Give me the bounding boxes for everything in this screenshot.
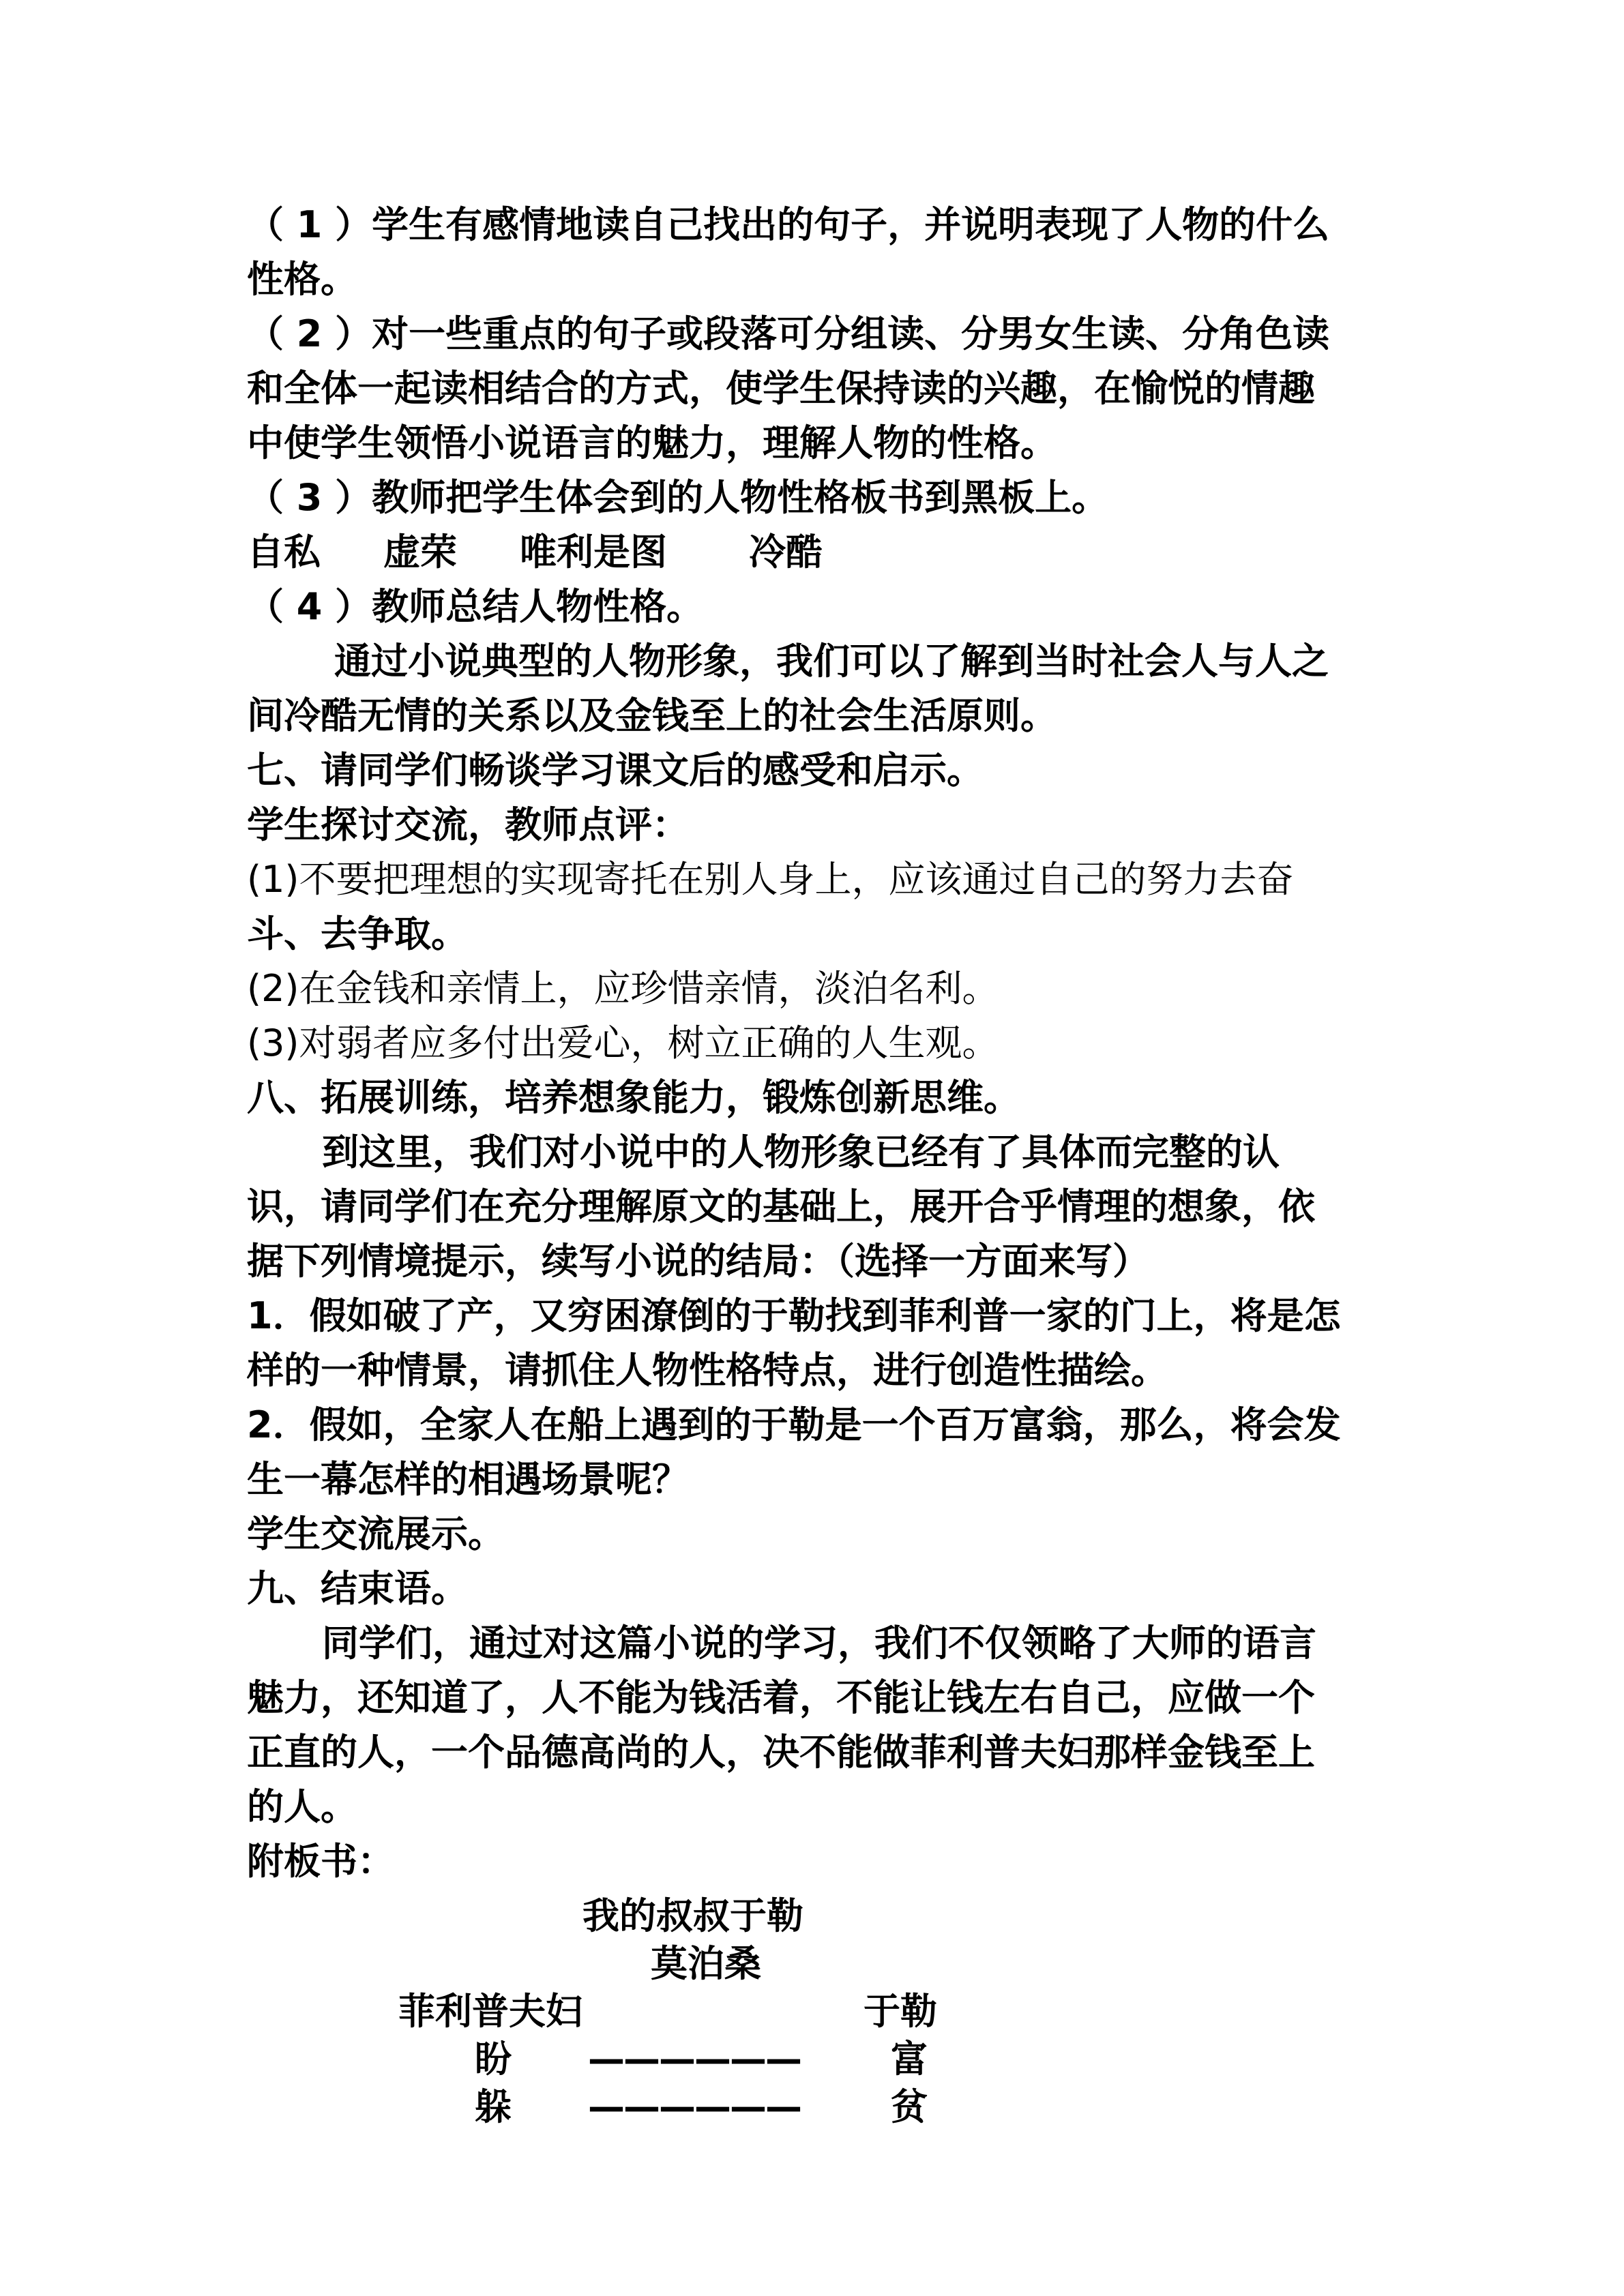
traits-line xyxy=(247,525,1379,580)
board-row2-right: 贫 xyxy=(891,2085,928,2128)
board-left-head: 菲利普夫妇 xyxy=(398,1990,582,2033)
text-line: 和全体一起读相结合的方式，使学生保持读的兴趣，在愉悦的情趣 xyxy=(247,367,1315,410)
board-row2-dash: —————— xyxy=(588,2085,801,2128)
text-line: (1)不要把理想的实现寄托在别人身上，应该通过自己的努力去奋 xyxy=(247,858,1294,901)
text-line: (2)在金钱和亲情上，应珍惜亲情，淡泊名利。 xyxy=(247,967,999,1010)
text-line: (3)对弱者应多付出爱心，树立正确的人生观。 xyxy=(247,1022,999,1064)
text-line: 正直的人，一个品德高尚的人，决不能做菲利普夫妇那样金钱至上 xyxy=(247,1731,1315,1774)
text-line: 中使学生领悟小说语言的魅力，理解人物的性格。 xyxy=(247,421,1057,464)
text-line: 魅力，还知道了，人不能为钱活着，不能让钱左右自己，应做一个 xyxy=(247,1676,1315,1719)
text-line: 据下列情境提示，续写小说的结局：（选择一方面来写） xyxy=(247,1240,1149,1283)
trait-selfish: 自私 xyxy=(247,531,321,573)
board-row1-left: 盼 xyxy=(475,2038,512,2081)
board-title: 我的叔叔于勒 xyxy=(582,1894,803,1937)
blackboard-outline xyxy=(247,1889,1379,2128)
text-line: 性格。 xyxy=(247,258,357,301)
text-line: 生一幕怎样的相遇场景呢？ xyxy=(247,1458,689,1501)
text-line: 斗、去争取。 xyxy=(247,912,468,955)
text-line: 学生探讨交流，教师点评： xyxy=(247,803,689,846)
document-page xyxy=(247,198,1379,2128)
board-author: 莫泊桑 xyxy=(651,1942,761,1985)
text-line: 附板书： xyxy=(247,1840,394,1883)
trait-vain: 虚荣 xyxy=(383,531,457,573)
board-row1-dash: —————— xyxy=(588,2038,801,2081)
text-line: 的人。 xyxy=(247,1785,357,1828)
text-line: 识，请同学们在充分理解原文的基础上，展开合乎情理的想象，依 xyxy=(247,1185,1315,1228)
board-row1-right: 富 xyxy=(891,2038,928,2081)
trait-greedy: 唯利是图 xyxy=(520,531,667,573)
text-line: 2．假如，全家人在船上遇到的于勒是一个百万富翁，那么，将会发 xyxy=(247,1403,1341,1446)
text-line: （ 4 ）教师总结人物性格。 xyxy=(247,585,704,628)
text-line: （ 3 ）教师把学生体会到的人物性格板书到黑板上。 xyxy=(247,476,1109,519)
text-line: 通过小说典型的人物形象，我们可以了解到当时社会人与人之 xyxy=(334,640,1329,683)
trait-cold: 冷酷 xyxy=(749,531,823,573)
text-line: （ 1 ）学生有感情地读自己找出的句子，并说明表现了人物的什么 xyxy=(247,203,1330,246)
section-heading: 九、结束语。 xyxy=(247,1567,468,1610)
section-heading: 八、拓展训练，培养想象能力，锻炼创新思维。 xyxy=(247,1076,1020,1119)
text-line: 学生交流展示。 xyxy=(247,1512,505,1555)
board-right-head: 于勒 xyxy=(863,1990,937,2033)
text-line: （ 2 ）对一些重点的句子或段落可分组读、分男女生读、分角色读 xyxy=(247,312,1330,355)
section-heading: 七、请同学们畅谈学习课文后的感受和启示。 xyxy=(247,749,984,792)
text-line: 到这里，我们对小说中的人物形象已经有了具体而完整的认 xyxy=(322,1131,1280,1174)
text-line: 间冷酷无情的关系以及金钱至上的社会生活原则。 xyxy=(247,694,1057,737)
text-line: 1．假如破了产，又穷困潦倒的于勒找到菲利普一家的门上，将是怎 xyxy=(247,1294,1341,1337)
board-row2-left: 躲 xyxy=(475,2085,512,2128)
text-line: 同学们，通过对这篇小说的学习，我们不仅领略了大师的语言 xyxy=(322,1622,1316,1665)
text-line: 样的一种情景，请抓住人物性格特点，进行创造性描绘。 xyxy=(247,1349,1168,1392)
